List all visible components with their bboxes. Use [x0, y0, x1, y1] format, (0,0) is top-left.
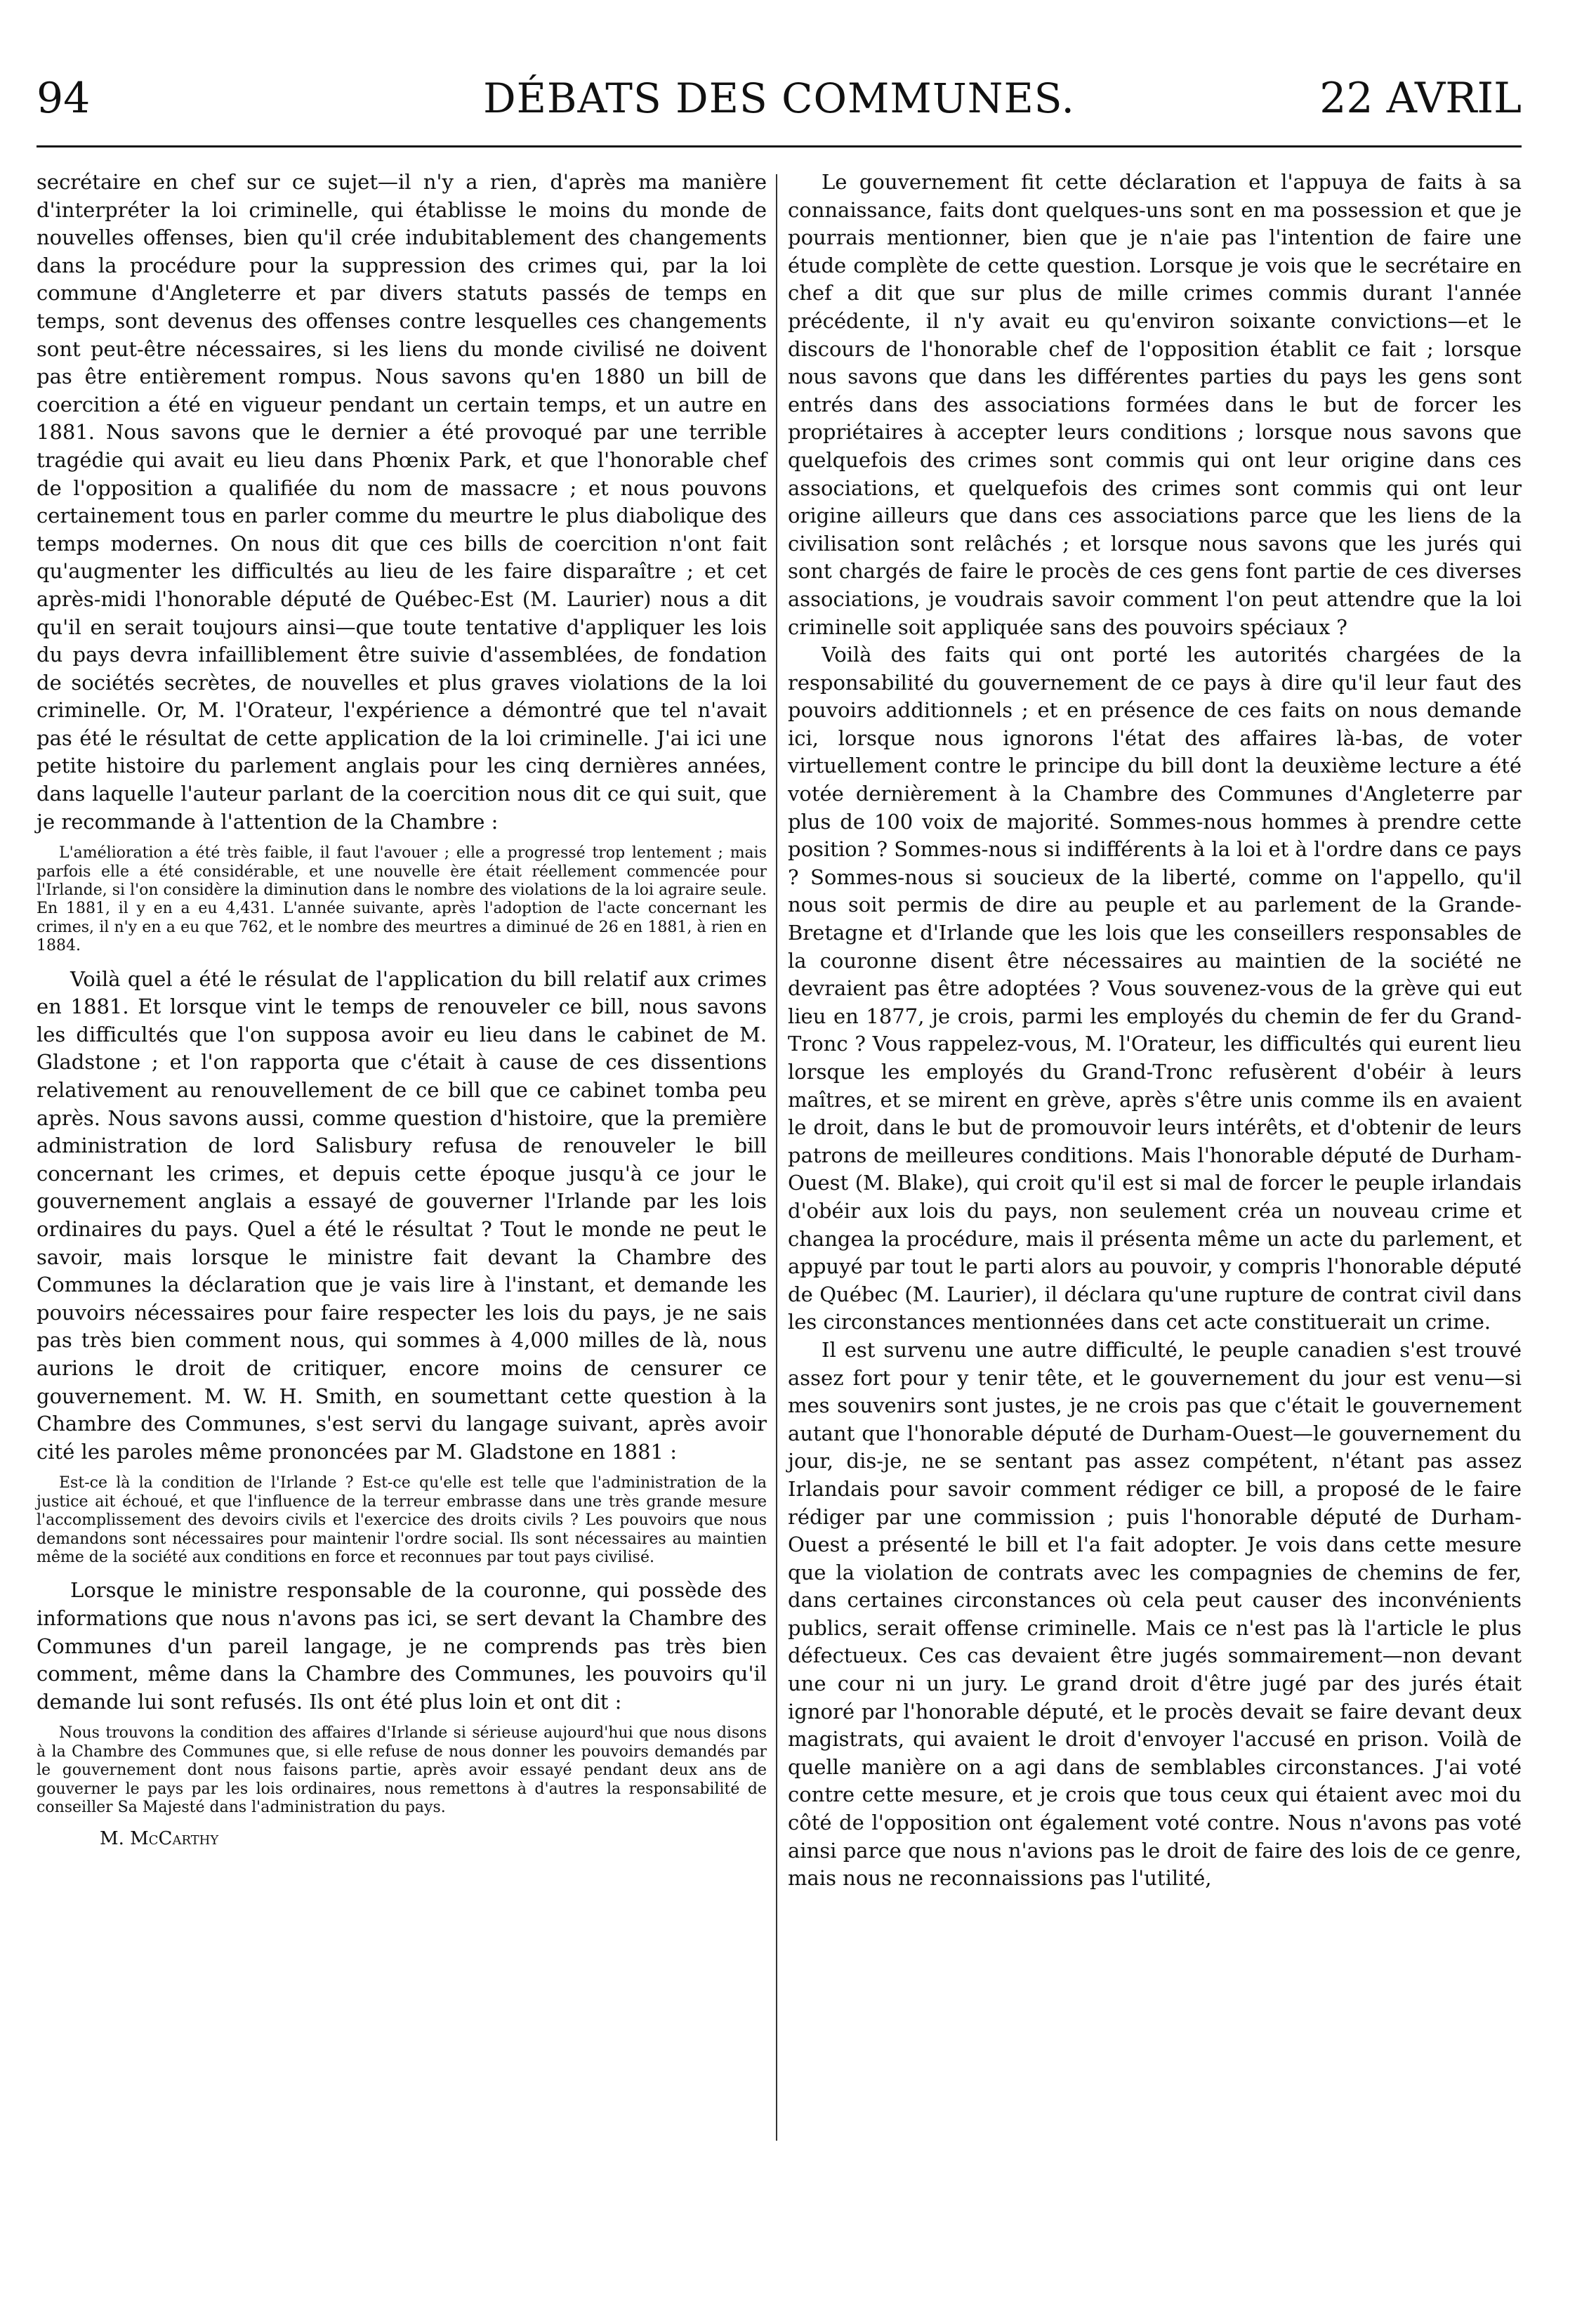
column-divider — [776, 174, 777, 2141]
paragraph: Voilà quel a été le résulat de l'application du bill relatif aux crimes en 1881. Et lorsque vint le temps de renouveler ce bill, nous savons les difficultés que l'on supposa avoir eu lieu dans le cabinet de M. Gladstone ; et l'on rapporta que c'était à cause de ces dissentions relativement au renouvellement de ce bill que ce cabinet tomba peu après. Nous savons aussi, comme question d'histoire, que la première administration de lord Salisbury refusa de renouveler le bill concernant les crimes, et depuis cette époque jusqu'à ce jour le gouvernement anglais a essayé de gouverner l'Irlande par les lois ordinaires du pays. Quel a été le résultat ? Tout le monde ne peut le savoir, mais lorsque le ministre fait devant la Chambre des Communes la déclaration que je vais lire à l'instant, et demande les pouvoirs nécessaires pour faire respecter les lois du pays, je ne sais pas très bien comment nous, qui sommes à 4,000 milles de là, nous aurions le droit de critiquer, encore moins de censurer ce gouvernement. M. W. H. Smith, en soumettant cette question à la Chambre des Communes, s'est servi du langage suivant, après avoir cité les paroles même prononcées par M. Gladstone en 1881 : — [37, 966, 767, 1464]
paragraph: Il est survenu une autre difficulté, le peuple canadien s'est trouvé assez fort pour y tenir tête, et le gouvernement du jour est venu—si mes souvenirs sont justes, je ne crois pas que c'était le gouvernement autant que l'honorable député de Durham-Ouest—le gouvernement du jour, dis-je, ne se sentant pas assez compétent, n'étant pas assez Irlandais pour savoir comment rédiger ce bill, a proposé de le faire rédiger par une commission ; puis l'honorable député de Durham-Ouest a présenté le bill et l'a fait adopter. Je vois dans cette mesure que la violation de contrats avec les compagnies de chemins de fer, dans certaines circonstances où cela peut causer des inconvénients publics, serait offense criminelle. Mais ce n'est pas là l'article le plus défectueux. Ces cas devaient être jugés sommairement—non devant une cour ni un jury. Le grand droit d'être jugé par des jurés était ignoré par l'honorable député, et le procès devait se faire devant deux magistrats, qui avaient le droit d'envoyer l'accusé en prison. Voilà de quelle manière on a agi dans de semblables circonstances. J'ai voté contre cette mesure, et je crois que tous ceux qui étaient avec moi du côté de l'opposition ont également voté contre. Nous n'avons pas voté ainsi parce que nous n'avions pas le droit de faire des lois de ce genre, mais nous ne reconnaissions pas l'utilité, — [788, 1337, 1522, 1891]
paragraph: Voilà des faits qui ont porté les autorités chargées de la responsabilité du gouvernement de ce pays à dire qu'il leur faut des pouvoirs additionnels ; et en présence de ces faits on nous demande ici, lorsque nous ignorons l'état des affaires là-bas, de voter virtuellement contre le principe du bill dont la deuxième lecture a été votée dernièrement à la Chambre des Communes d'Angleterre par plus de 100 voix de majorité. Sommes-nous hommes à prendre cette position ? Sommes-nous si indifférents à la loi et à l'ordre dans ce pays ? Sommes-nous si soucieux de la liberté, comme on l'appello, qu'il nous soit permis de dire au peuple et au parlement de la Grande-Bretagne et d'Irlande que les lois que les conseillers responsables de la couronne disent être nécessaires au maintien de la société ne devraient pas être adoptées ? Vous souvenez-vous de la grève qui eut lieu en 1877, je crois, parmi les employés du chemin de fer du Grand-Tronc ? Vous rappelez-vous, M. l'Orateur, les difficultés qui eurent lieu lorsque les employés du Grand-Tronc refusèrent d'obéir à leurs maîtres, et se mirent en grève, après s'être unis comme ils en avaient le droit, dans le but de promouvoir leurs intérêts, et d'obtenir de leurs patrons de meilleures conditions. Mais l'honorable député de Durham-Ouest (M. Blake), qui croit qu'il est si mal de forcer le peuple irlandais d'obéir aux lois du pays, non seulement créa un nouveau crime et changea la procédure, mais il présenta même un acte du parlement, et appuyé par tout le parti alors au pouvoir, y compris l'honorable député de Québec (M. Laurier), il déclara qu'une rupture de contrat civil dans les circonstances mentionnées dans cet acte constituerait un crime. — [788, 643, 1522, 1334]
quote-signature: M. McCarthy — [100, 1828, 219, 1850]
page-number: 94 — [37, 74, 91, 123]
paragraph: Lorsque le ministre responsable de la couronne, qui possède des informations que nous n'avons pas ici, se sert devant la Chambre des Communes d'un pareil langage, je ne comprends pas très bien comment, même dans la Chambre des Communes, les pouvoirs qu'il demande lui sont refusés. Ils ont été plus loin et ont dit : — [37, 1578, 767, 1714]
page-date: 22 AVRIL — [1319, 74, 1522, 123]
right-column — [788, 169, 1522, 1893]
paragraph: Le gouvernement fit cette déclaration et l'appuya de faits à sa connaissance, faits dont quelques-uns sont en ma possession et que je pourrais mentionner, bien que je n'aie pas l'intention de faire une étude complète de cette question. Lorsque je vois que le secrétaire en chef a dit que sur plus de mille crimes commis durant l'année précédente, il n'y avait eu qu'environ soixante convictions—et le discours de l'honorable chef de l'opposition établit ce fait ; lorsque nous savons que dans les différentes parties du pays les gens sont entrés dans des associations formées dans le but de forcer les propriétaires à accepter leurs conditions ; lorsque nous savons que quelquefois des crimes sont commis qui ont leur origine dans ces associations, et quelquefois des crimes sont commis qui ont leur origine ailleurs que dans ces associations parce que les liens de la civilisation sont relâchés ; et lorsque nous savons que les jurés qui sont chargés de faire le procès de ces gens font partie de ces diverses associations, je voudrais savoir comment l'on peut attendre que la loi criminelle soit appliquée sans des pouvoirs spéciaux ? — [788, 170, 1522, 639]
block-quote: Nous trouvons la condition des affaires d'Irlande si sérieuse aujourd'hui que nous disons à la Chambre des Communes que, si elle refuse de nous donner les pouvoirs demandés par le gouvernement dont nous faisons partie, après avoir essayé pendant deux ans de gouverner le pays par les lois ordinaires, nous remettons à d'autres la responsabilité de conseiller Sa Majesté dans l'administration du pays. — [37, 1724, 767, 1816]
block-quote: L'amélioration a été très faible, il faut l'avouer ; elle a progressé trop lentement ; mais parfois elle a été considérable, et une nouvelle ère était réellement commencée pour l'Irlande, si l'on considère la diminution dans le nombre des violations de la loi agraire seule. En 1881, il y en a eu 4,431. L'année suivante, après l'adoption de l'acte concernant les crimes, il n'y en a eu que 762, et le nombre des meurtres a diminué de 26 en 1881, à rien en 1884. — [37, 844, 767, 955]
paragraph: secrétaire en chef sur ce sujet—il n'y a rien, d'après ma manière d'interpréter la loi criminelle, qui établisse le moins du monde de nouvelles offenses, bien qu'il crée indubitablement des changements dans la procédure pour la suppression des crimes qui, par la loi commune d'Angleterre et par divers statuts passés de temps en temps, sont devenus des offenses contre lesquelles ces changements sont peut-être nécessaires, si les liens du monde civilisé ne doivent pas être entièrement rompus. Nous savons qu'en 1880 un bill de coercition a été en vigueur pendant un certain temps, et un autre en 1881. Nous savons que le dernier a été provoqué par une terrible tragédie qui avait eu lieu dans Phœnix Park, et que l'honorable chef de l'opposition a qualifiée du nom de massacre ; et nous pouvons certainement tous en parler comme du meurtre le plus diabolique des temps modernes. On nous dit que ces bills de coercition n'ont fait qu'augmenter les difficultés au lieu de les faire disparaître ; et cet après-midi l'honorable député de Québec-Est (M. Laurier) nous a dit qu'il en serait toujours ainsi—que toute tentative d'appliquer les lois du pays devra infailliblement être suivie d'assemblées, de fondation de sociétés secrètes, de nouvelles et plus graves violations de la loi criminelle. Or, M. l'Orateur, l'expérience a démontré que tel n'avait pas été le résultat de cette application de la loi criminelle. J'ai ici une petite histoire du parlement anglais pour les cinq dernières années, dans laquelle l'auteur parlant de la coercition nous dit ce qui suit, que je recommande à l'attention de la Chambre : — [37, 170, 767, 834]
block-quote: Est-ce là la condition de l'Irlande ? Est-ce qu'elle est telle que l'administration de la justice ait échoué, et que l'influence de la terreur embrasse dans une très grande mesure l'accomplissement des devoirs civils et l'exercice des droits civils ? Les pouvoirs que nous demandons sont nécessaires pour maintenir l'ordre social. Ils sont nécessaires au maintien même de la société aux conditions en force et reconnues par tout pays civilisé. — [37, 1474, 767, 1566]
page-header — [37, 70, 1522, 133]
publication-title: DÉBATS DES COMMUNES. — [483, 74, 1075, 122]
header-rule — [37, 145, 1522, 147]
left-column — [37, 169, 767, 1851]
